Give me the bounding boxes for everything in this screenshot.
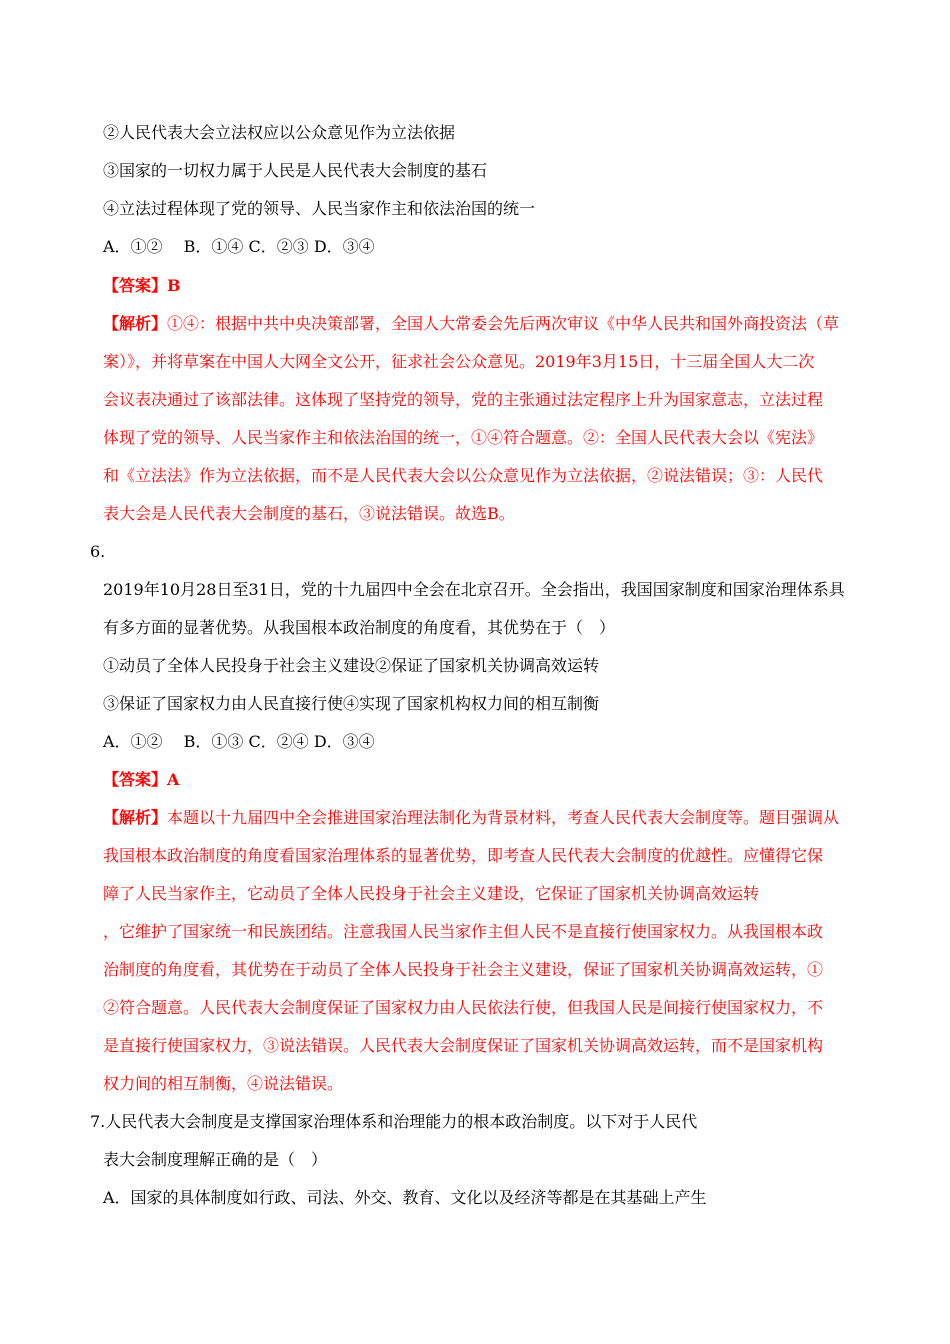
q6-analysis-line-3: 障了人民当家作主，它动员了全体人民投身于社会主义建设，它保证了国家机关协调高效运转 (103, 884, 760, 903)
q5-option-3: ③国家的一切权力属于人民是人民代表大会制度的基石 (103, 161, 488, 180)
q6-analysis-line-8: 权力间的相互制衡，④说法错误。 (103, 1074, 344, 1093)
q5-analysis-label: 【解析】 (103, 314, 168, 333)
q6-analysis-line-5: 治制度的角度看，其优势在于动员了全体人民投身于社会主义建设，保证了国家机关协调高效运转，① (103, 960, 824, 979)
q6-options-3-4: ③保证了国家权力由人民直接行使④实现了国家机构权力间的相互制衡 (103, 694, 600, 713)
q6-choices: A．①② B．①③ C．②④ D．③④ (103, 732, 375, 751)
q7-option-a: A．国家的具体制度如行政、司法、外交、教育、文化以及经济等都是在其基础上产生 (103, 1188, 707, 1207)
q6-analysis-label: 【解析】 (103, 808, 168, 827)
q7-stem-line-2: 表大会制度理解正确的是（ ） (103, 1150, 328, 1169)
q6-stem-line-2: 有多方面的显著优势。从我国根本政治制度的角度看，其优势在于（ ） (103, 618, 616, 637)
q5-analysis-line-4: 体现了党的领导、人民当家作主和依法治国的统一，①④符合题意。②：全国人民代表大会以《宪法》 (103, 428, 824, 447)
q7-stem-line-1: 7.人民代表大会制度是支撑国家治理体系和治理能力的根本政治制度。以下对于人民代 (90, 1112, 698, 1131)
q5-option-4: ④立法过程体现了党的领导、人民当家作主和依法治国的统一 (103, 199, 536, 218)
q5-analysis-line-2: 案）》，并将草案在中国人大网全文公开，征求社会公众意见。2019年3月15日，十三届全国人大二次 (103, 352, 815, 371)
q6-options-1-2: ①动员了全体人民投身于社会主义建设②保证了国家机关协调高效运转 (103, 656, 600, 675)
q6-answer: 【答案】A (103, 770, 180, 789)
q5-answer: 【答案】B (103, 276, 181, 295)
q6-analysis-line-6: ②符合题意。人民代表大会制度保证了国家权力由人民依法行使，但我国人民是间接行使国家权力，不 (103, 998, 824, 1017)
q5-choices: A．①② B．①④ C．②③ D．③④ (103, 237, 375, 256)
q6-analysis-line-4: ，它维护了国家统一和民族团结。注意我国人民当家作主但人民不是直接行使国家权力。从我国根本政 (103, 922, 824, 941)
q5-option-2: ②人民代表大会立法权应以公众意见作为立法依据 (103, 123, 456, 142)
q6-stem-line-1: 2019年10月28日至31日，党的十九届四中全会在北京召开。全会指出，我国国家制度和国家治理体系具 (103, 580, 845, 599)
q6-analysis-line-2: 我国根本政治制度的角度看国家治理体系的显著优势，即考查人民代表大会制度的优越性。应懂得它保 (103, 846, 824, 865)
q6-number: 6. (90, 542, 106, 561)
q5-analysis-line-5: 和《立法法》作为立法依据，而不是人民代表大会以公众意见作为立法依据，②说法错误；③：人民代 (103, 466, 824, 485)
q5-analysis-line-6: 表大会是人民代表大会制度的基石，③说法错误。故选B。 (103, 504, 515, 523)
q6-analysis-line-7: 是直接行使国家权力，③说法错误。人民代表大会制度保证了国家机关协调高效运转，而不是国家机构 (103, 1036, 824, 1055)
q5-analysis-line-1: 【解析】①④：根据中共中央决策部署，全国人大常委会先后两次审议《中华人民共和国外商投资法（草 (103, 314, 840, 333)
q6-analysis-line-1: 【解析】本题以十九届四中全会推进国家治理法制化为背景材料，考查人民代表大会制度等。题目强调从 (103, 808, 840, 827)
q5-analysis-line-3: 会议表决通过了该部法律。这体现了坚持党的领导，党的主张通过法定程序上升为国家意志，立法过程 (103, 390, 824, 409)
